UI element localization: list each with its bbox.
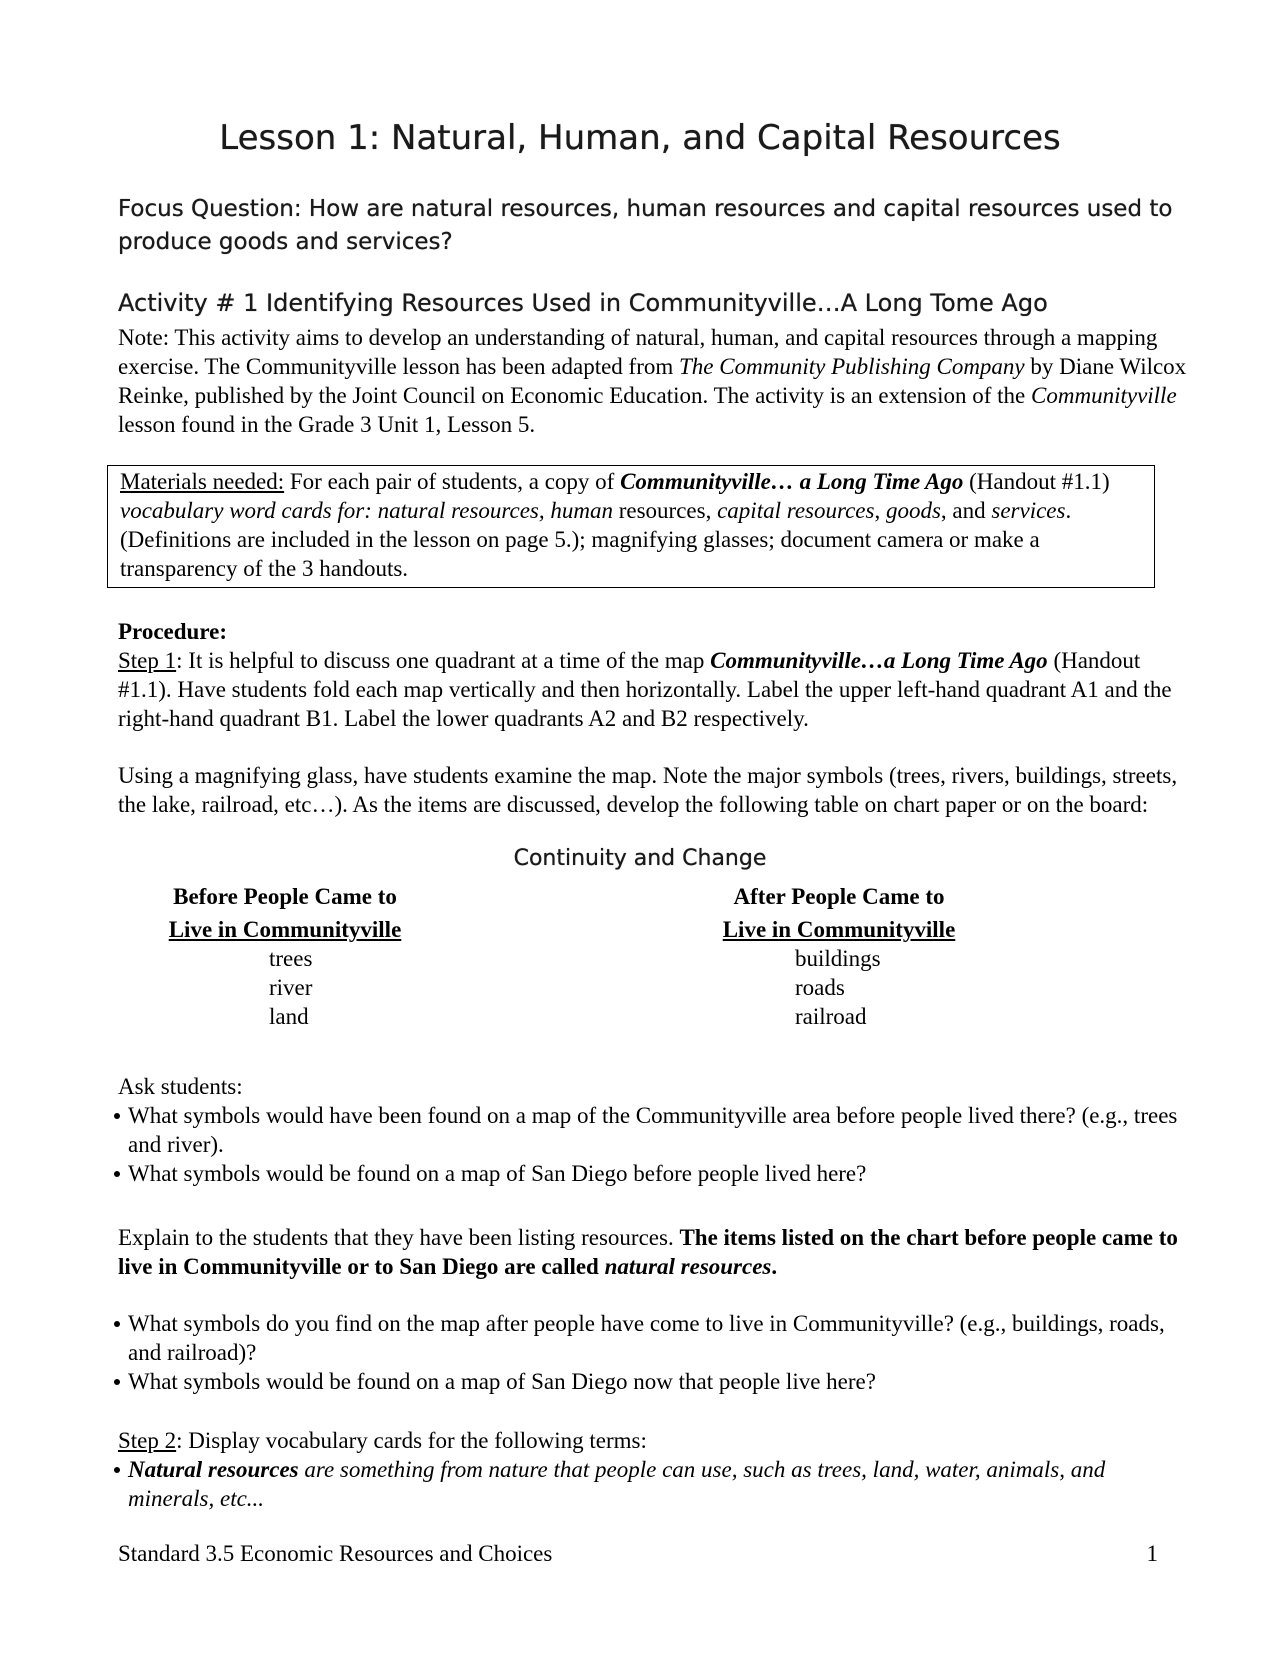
page-footer — [118, 1539, 1158, 1568]
page-title: Lesson 1: Natural, Human, and Capital Resources — [219, 118, 1061, 158]
ask-label: Ask students: — [118, 1074, 243, 1099]
before-heading: Before People Came to Live in Communityville — [168, 884, 402, 942]
list-item: trees — [269, 946, 313, 971]
list-item: railroad — [795, 1004, 867, 1029]
before-column — [105, 882, 465, 1031]
after-column — [659, 882, 1019, 1031]
bullet-icon — [114, 1113, 120, 1119]
before-items — [269, 944, 465, 1031]
list-item: river — [269, 975, 313, 1000]
after-heading: After People Came to Live in Communityville — [722, 884, 956, 942]
procedure-heading: Procedure: — [118, 619, 228, 644]
bullet-icon — [114, 1467, 120, 1473]
explain-paragraph: Explain to the students that they have been listing resources. The items listed on the chart before people came to live in Communityville or to San Diego are called natural resources. — [118, 1225, 1178, 1279]
bullet-icon — [114, 1171, 120, 1177]
step2-heading: Step 2: Display vocabulary cards for the following terms: — [118, 1428, 647, 1453]
footer-text: Standard 3.5 Economic Resources and Choices — [118, 1541, 553, 1566]
focus-question: Focus Question: How are natural resources, human resources and capital resources used to produce goods and services? — [118, 196, 1173, 255]
activity-heading: Activity # 1 Identifying Resources Used in Communityville…A Long Tome Ago — [118, 289, 1048, 317]
using-paragraph: Using a magnifying glass, have students examine the map. Note the major symbols (trees, rivers, buildings, streets, the lake, railroad, etc…). As the items are discussed, develop the following table on chart paper or on the board: — [118, 763, 1178, 817]
list-item: buildings — [795, 946, 881, 971]
table-title: Continuity and Change — [513, 846, 767, 871]
question-item: What symbols would have been found on a map of the Communityville area before people lived there? (e.g., trees and river). — [114, 1101, 1194, 1159]
step1-paragraph: Step 1: It is helpful to discuss one quadrant at a time of the map Communityville…a Long Time Ago (Handout #1.1). Have students fold each map vertically and then horizontally. Label the upper left-hand quadrant A1 and the right-hand quadrant B1. Label the lower quadrants A2 and B2 respectively. — [118, 648, 1172, 731]
question-item: What symbols would be found on a map of San Diego now that people live here? — [114, 1367, 1194, 1396]
question-item: What symbols would be found on a map of San Diego before people lived here? — [114, 1159, 1194, 1188]
definition-item: Natural resources are something from nature that people can use, such as trees, land, water, animals, and minerals, etc... — [114, 1455, 1194, 1513]
bullet-icon — [114, 1321, 120, 1327]
materials-box: Materials needed: For each pair of students, a copy of Communityville… a Long Time Ago (Handout #1.1) vocabulary word cards for: natural resources, human resources, capital resources, goods, and services. (Definitions are included in the lesson on page 5.); magnifying glasses; document camera or make a transparency of the 3 handouts. — [107, 465, 1155, 588]
list-item: roads — [795, 975, 845, 1000]
after-items — [795, 944, 1019, 1031]
list-item: land — [269, 1004, 309, 1029]
page-number: 1 — [1146, 1541, 1158, 1566]
note-paragraph: Note: This activity aims to develop an understanding of natural, human, and capital resources through a mapping exercise. The Communityville lesson has been adapted from The Community Publishing Company by Diane Wilcox Reinke, published by the Joint Council on Economic Education. The activity is an extension of the Communityville lesson found in the Grade 3 Unit 1, Lesson 5. — [118, 325, 1187, 437]
bullet-icon — [114, 1379, 120, 1385]
question-item: What symbols do you find on the map after people have come to live in Communityville? (e.g., buildings, roads, and railroad)? — [114, 1309, 1194, 1367]
